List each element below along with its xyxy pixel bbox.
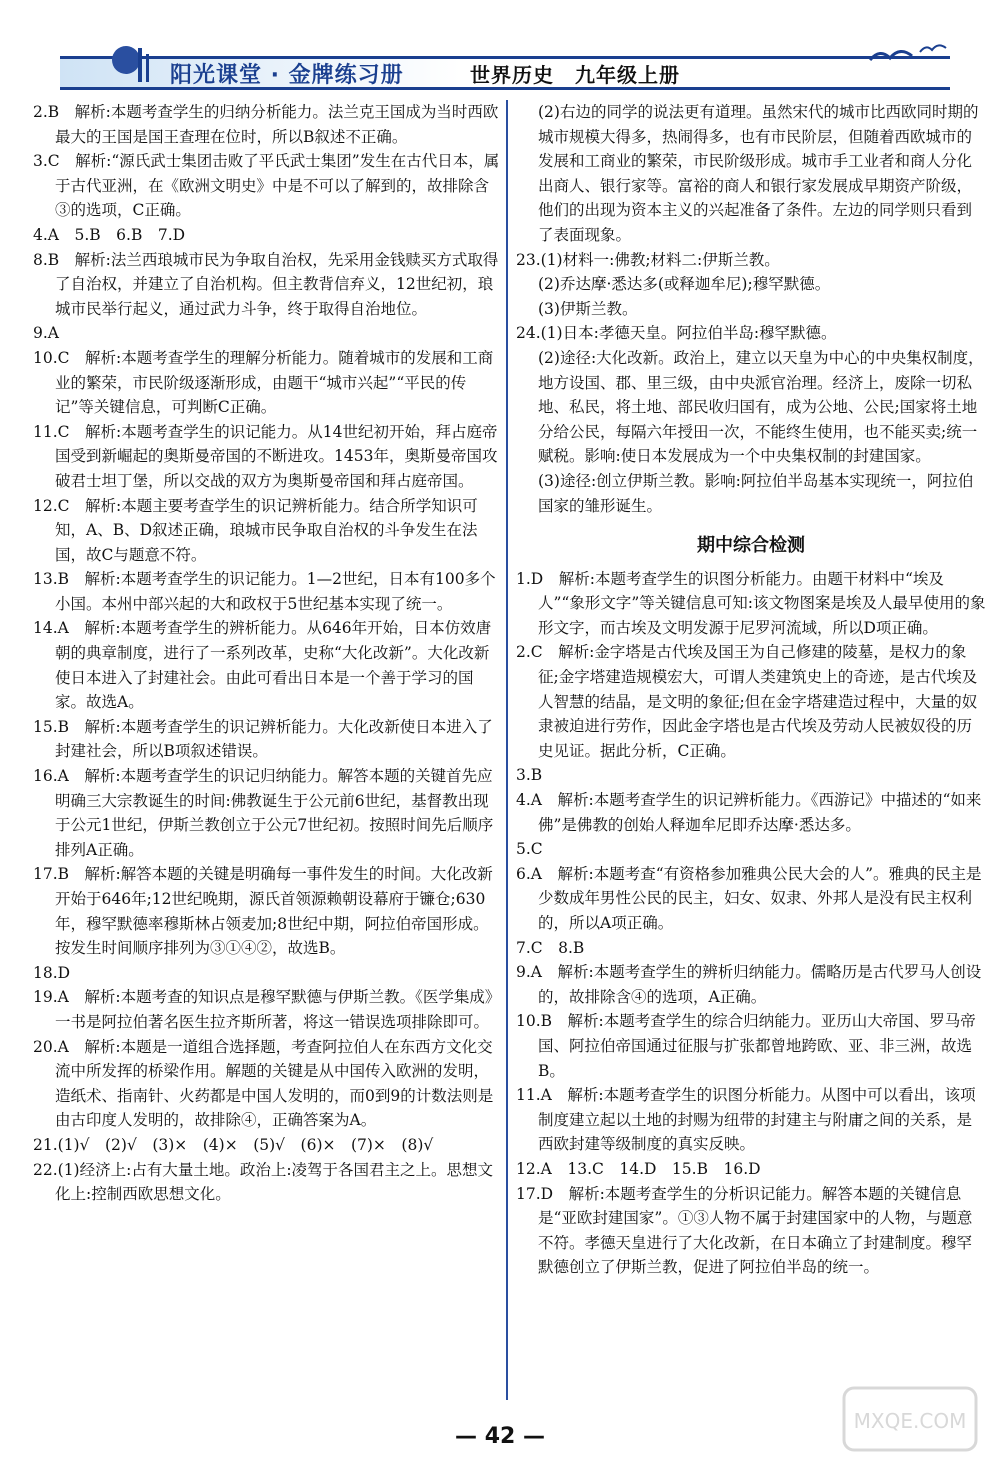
answer-item: 6.A 解析:本题考查“有资格参加雅典公民大会的人”。雅典的民主是少数成年男性公民的民主，妇女、奴隶、外邦人是没有民主权利的，所以A项正确。 bbox=[516, 864, 982, 932]
answer-item: (2)右边的同学的说法更有道理。虽然宋代的城市比西欧同时期的城市规模大得多，热闹得多，也有市民阶层，但随着西欧城市的发展和工商业的繁荣，市民阶级形成。城市手工业者和商人分化出商人、银行家等。富裕的商人和银行家发展成早期资产阶级，他们的出现为资本主义的兴起准备了条件。左边的同学则只看到了表面现象。 bbox=[538, 103, 979, 244]
answer-item: (3)伊斯兰教。 bbox=[538, 299, 638, 318]
answer-item: 4.A 5.B 6.B 7.D bbox=[33, 225, 186, 244]
answer-item: 18.D bbox=[33, 963, 71, 982]
answer-item: 24.(1)日本:孝德天皇。阿拉伯半岛:穆罕默德。 bbox=[516, 324, 837, 343]
section-title: 期中综合检测 bbox=[697, 535, 805, 557]
page-header bbox=[60, 40, 950, 86]
answer-item: 11.A 解析:本题考查学生的识图分析能力。从图中可以看出，该项制度建立起以土地的封赐为纽带的封建主与附庸之间的关系，是西欧封建等级制度的真实反映。 bbox=[516, 1086, 976, 1154]
answer-item: 19.A 解析:本题考查的知识点是穆罕默德与伊斯兰教。《医学集成》一书是阿拉伯著名医生拉齐斯所著，将这一错误选项排除即可。 bbox=[33, 988, 501, 1031]
right-column bbox=[516, 100, 986, 1280]
answer-item: 1.D 解析:本题考查学生的识图分析能力。由题干材料中“埃及人”“象形文字”等关键信息可知:该文物图案是埃及人最早使用的象形文字，而古埃及文明发源于尼罗河流域，所以D项正确。 bbox=[516, 569, 986, 637]
answer-item: 13.B 解析:本题考查学生的识记能力。1—2世纪，日本有100多个小国。本州中部兴起的大和政权于5世纪基本实现了统一。 bbox=[33, 570, 496, 613]
answer-item: 7.C 8.B bbox=[516, 938, 585, 957]
answer-item: 3.B bbox=[516, 766, 543, 785]
page-number: — 42 — bbox=[455, 1424, 545, 1449]
birds-icon bbox=[860, 40, 950, 70]
left-column bbox=[33, 100, 503, 1207]
answer-item: 21.(1)√ (2)√ (3)× (4)× (5)√ (6)× (7)× (8)√ bbox=[33, 1135, 434, 1154]
column-divider bbox=[506, 100, 508, 1400]
watermark-logo-icon bbox=[840, 1384, 980, 1454]
answer-item: (3)途径:创立伊斯兰教。影响:阿拉伯半岛基本实现统一，阿拉伯国家的雏形诞生。 bbox=[538, 471, 974, 515]
answer-item: 17.D 解析:本题考查学生的分析识记能力。解答本题的关键信息是“亚欧封建国家”。①③人物不属于封建国家中的人物，与题意不符。孝德天皇进行了大化改新，在日本确立了封建制度。穆罕默德创立了伊斯兰教，促进了阿拉伯半岛的统一。 bbox=[516, 1184, 973, 1277]
answer-item: (2)途径:大化改新。政治上，建立以天皇为中心的中央集权制度，地方设国、郡、里三级，由中央派官治理。经济上，废除一切私地、私民，将土地、部民收归国有，成为公地、公民;国家将土地分给公民，每隔六年授田一次，不能终生使用，也不能买卖;统一赋税。影响:使日本发展成为一个中央集权制的封建国家。 bbox=[538, 348, 984, 466]
answer-item: (2)乔达摩·悉达多(或释迦牟尼);穆罕默德。 bbox=[538, 275, 831, 294]
answer-item: 10.B 解析:本题考查学生的综合归纳能力。亚历山大帝国、罗马帝国、阿拉伯帝国通过征服与扩张都曾地跨欧、亚、非三洲，故选B。 bbox=[516, 1012, 976, 1080]
answer-item: 17.B 解析:解答本题的关键是明确每一事件发生的时间。大化改新开始于646年;12世纪晚期，源氏首领源赖朝设幕府于镰仓;630年，穆罕默德率穆斯林占领麦加;8世纪中期，阿拉伯帝国形成。按发生时间顺序排列为③①④②，故选B。 bbox=[33, 865, 493, 958]
answer-item: 8.B 解析:法兰西琅城市民为争取自治权，先采用金钱赎买方式取得了自治权，并建立了自治机构。但主教背信弃义，12世纪初，琅城市民举行起义，通过武力斗争，终于取得自治地位。 bbox=[33, 250, 499, 318]
answer-item: 16.A 解析:本题考查学生的识记归纳能力。解答本题的关键首先应明确三大宗教诞生的时间:佛教诞生于公元前6世纪，基督教出现于公元1世纪，伊斯兰教创立于公元7世纪初。按照时间先后顺序排列A正确。 bbox=[33, 767, 494, 859]
answer-item: 2.C 解析:金字塔是古代埃及国王为自己修建的陵墓，是权力的象征;金字塔建造规模宏大，可谓人类建筑史上的奇迹，是古代埃及人智慧的结晶，是文明的象征;但在金字塔建造过程中，大量的奴隶被迫进行劳作，因此金字塔也是古代埃及劳动人民被奴役的历史见证。据此分析，C正确。 bbox=[516, 643, 978, 760]
sun-logo-icon bbox=[98, 40, 168, 86]
answer-item: 5.C bbox=[516, 840, 543, 859]
answer-item: 23.(1)材料一:佛教;材料二:伊斯兰教。 bbox=[516, 250, 780, 269]
answer-item: 2.B 解析:本题考查学生的归纳分析能力。法兰克王国成为当时西欧最大的王国是国王查理在位时，所以B叙述不正确。 bbox=[33, 103, 499, 146]
answer-item: 11.C 解析:本题考查学生的识记能力。从14世纪初开始，拜占庭帝国受到新崛起的奥斯曼帝国的不断进攻。1453年，奥斯曼帝国攻破君士坦丁堡，所以交战的双方为奥斯曼帝国和拜占庭帝国。 bbox=[33, 422, 498, 490]
answer-item: 20.A 解析:本题是一道组合选择题，考查阿拉伯人在东西方文化交流中所发挥的桥梁作用。解题的关键是从中国传入欧洲的发明，造纸术、指南针、火药都是中国人发明的，而0到9的计数法则是由古印度人发明的，故排除④，正确答案为A。 bbox=[33, 1037, 494, 1130]
watermark-text: MXQE.COM bbox=[853, 1409, 967, 1433]
answer-item: 9.A bbox=[33, 324, 59, 343]
answer-item: 12.A 13.C 14.D 15.B 16.D bbox=[516, 1159, 761, 1178]
answer-item: 14.A 解析:本题考查学生的辨析能力。从646年开始，日本仿效唐朝的典章制度，进行了一系列改革，史称“大化改新”。大化改新使日本进入了封建社会。由此可看出日本是一个善于学习的国家。故选A。 bbox=[33, 619, 492, 712]
answer-item: 4.A 解析:本题考查学生的识记辨析能力。《西游记》中描述的“如来佛”是佛教的创始人释迦牟尼即乔达摩·悉达多。 bbox=[516, 791, 982, 834]
header-title: 阳光课堂 · 金牌练习册 bbox=[170, 63, 404, 88]
answer-item: 3.C 解析:“源氏武士集团击败了平氏武士集团”发生在古代日本，属于古代亚洲，在《欧洲文明史》中是不可以了解到的，故排除含③的选项，C正确。 bbox=[33, 152, 500, 220]
header-subject: 世界历史 九年级上册 bbox=[470, 63, 680, 87]
answer-item: 12.C 解析:本题主要考查学生的识记辨析能力。结合所学知识可知，A、B、D叙述正确，琅城市民争取自治权的斗争发生在法国，故C与题意不符。 bbox=[33, 496, 478, 564]
answer-item: 15.B 解析:本题考查学生的识记辨析能力。大化改新使日本进入了封建社会，所以B项叙述错误。 bbox=[33, 717, 493, 761]
answer-item: 22.(1)经济上:占有大量土地。政治上:凌驾于各国君主之上。思想文化上:控制西欧思想文化。 bbox=[33, 1160, 494, 1204]
answer-item: 9.A 解析:本题考查学生的辨析归纳能力。儒略历是古代罗马人创设的，故排除含④的选项，A正确。 bbox=[516, 963, 982, 1006]
answer-item: 10.C 解析:本题考查学生的理解分析能力。随着城市的发展和工商业的繁荣，市民阶级逐渐形成，由题干“城市兴起”“平民的传记”等关键信息，可判断C正确。 bbox=[33, 348, 494, 417]
